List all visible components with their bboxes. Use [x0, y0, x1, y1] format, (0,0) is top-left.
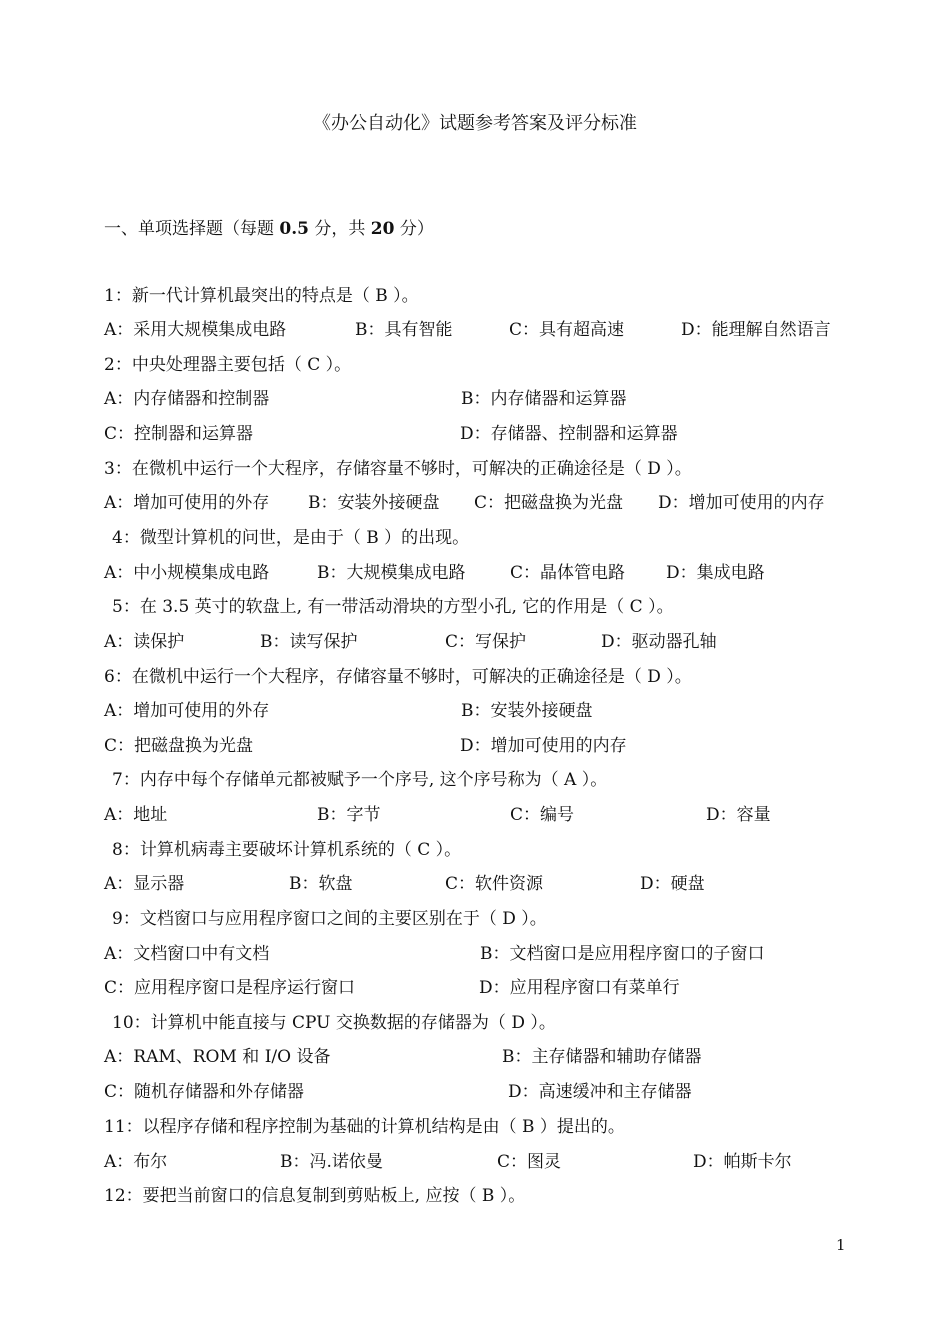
question-4-option-b: B：大规模集成电路 [317, 563, 466, 583]
question-5-option-d: D：驱动器孔轴 [601, 632, 717, 652]
question-7-option-b: B：字节 [317, 805, 381, 825]
question-11-stem: 11：以程序存储和程序控制为基础的计算机结构是由（ B ）提出的。 [104, 1117, 625, 1137]
section-score: 0.5 [279, 219, 309, 239]
question-3-option-a: A：增加可使用的外存 [104, 493, 270, 513]
question-1-stem: 1：新一代计算机最突出的特点是（ B ）。 [104, 286, 419, 306]
question-6-option-d: D：增加可使用的内存 [460, 736, 627, 756]
question-2-options-row-1 [104, 386, 804, 412]
question-4-stem: 4：微型计算机的问世，是由于（ B ）的出现。 [112, 528, 470, 548]
question-1-option-d: D：能理解自然语言 [681, 320, 831, 340]
question-7-options [104, 802, 804, 828]
question-9-option-c: C：应用程序窗口是程序运行窗口 [104, 978, 356, 998]
question-4-option-c: C：晶体管电路 [510, 563, 626, 583]
question-3-option-c: C：把磁盘换为光盘 [474, 493, 624, 513]
section-heading-mid: 分，共 [308, 219, 371, 239]
question-2-option-a: A：内存储器和控制器 [104, 389, 270, 409]
question-8-option-b: B：软盘 [289, 874, 353, 894]
question-10-stem: 10：计算机中能直接与 CPU 交换数据的存储器为（ D ）。 [112, 1013, 556, 1033]
question-1-option-b: B：具有智能 [355, 320, 453, 340]
question-11-option-d: D：帕斯卡尔 [693, 1152, 792, 1172]
question-12-stem: 12：要把当前窗口的信息复制到剪贴板上, 应按（ B ）。 [104, 1186, 526, 1206]
section-heading [104, 214, 434, 239]
section-heading-suffix: 分） [394, 219, 434, 239]
question-11-option-a: A：布尔 [104, 1152, 168, 1172]
question-9-stem: 9：文档窗口与应用程序窗口之间的主要区别在于（ D ）。 [112, 909, 547, 929]
question-3-stem: 3：在微机中运行一个大程序，存储容量不够时，可解决的正确途径是（ D ）。 [104, 459, 692, 479]
question-6-options-row-1 [104, 698, 804, 724]
question-6-options-row-2 [104, 733, 804, 759]
question-9-option-d: D：应用程序窗口有菜单行 [479, 978, 680, 998]
question-8-option-c: C：软件资源 [445, 874, 544, 894]
question-5-stem: 5：在 3.5 英寸的软盘上, 有一带活动滑块的方型小孔, 它的作用是（ C ）。 [112, 597, 674, 617]
question-11-option-b: B：冯.诺依曼 [280, 1152, 383, 1172]
question-3-option-b: B：安装外接硬盘 [308, 493, 440, 513]
question-10-option-c: C：随机存储器和外存储器 [104, 1082, 305, 1102]
question-7-option-c: C：编号 [510, 805, 575, 825]
question-5-options [104, 629, 804, 655]
question-8-option-a: A：显示器 [104, 874, 185, 894]
question-6-stem: 6：在微机中运行一个大程序，存储容量不够时，可解决的正确途径是（ D ）。 [104, 667, 692, 687]
question-1-option-c: C：具有超高速 [509, 320, 625, 340]
question-8-options [104, 871, 804, 897]
question-9-option-b: B：文档窗口是应用程序窗口的子窗口 [480, 944, 765, 964]
question-11-options [104, 1149, 824, 1175]
question-10-option-a: A：RAM、ROM 和 I/O 设备 [104, 1047, 331, 1067]
question-1-options [104, 317, 864, 343]
question-1-option-a: A：采用大规模集成电路 [104, 320, 287, 340]
question-4-options [104, 560, 804, 586]
question-7-option-d: D：容量 [706, 805, 771, 825]
question-2-option-d: D：存储器、控制器和运算器 [460, 424, 678, 444]
question-10-option-b: B：主存储器和辅助存储器 [502, 1047, 702, 1067]
question-11-option-c: C：图灵 [497, 1152, 562, 1172]
question-4-option-a: A：中小规模集成电路 [104, 563, 270, 583]
question-8-option-d: D：硬盘 [640, 874, 705, 894]
question-2-stem: 2：中央处理器主要包括（ C ）。 [104, 355, 352, 375]
question-3-option-d: D：增加可使用的内存 [658, 493, 825, 513]
question-7-option-a: A：地址 [104, 805, 168, 825]
question-5-option-c: C：写保护 [445, 632, 527, 652]
question-6-option-b: B：安装外接硬盘 [461, 701, 593, 721]
question-8-stem: 8：计算机病毒主要破坏计算机系统的（ C ）。 [112, 840, 462, 860]
question-7-stem: 7：内存中每个存储单元都被赋予一个序号, 这个序号称为（ A ）。 [112, 770, 608, 790]
question-5-option-a: A：读保护 [104, 632, 185, 652]
question-2-option-c: C：控制器和运算器 [104, 424, 254, 444]
question-4-option-d: D：集成电路 [666, 563, 765, 583]
question-10-options-row-1 [104, 1044, 824, 1070]
question-9-options-row-2 [104, 975, 824, 1001]
question-2-option-b: B：内存储器和运算器 [461, 389, 627, 409]
question-6-option-a: A：增加可使用的外存 [104, 701, 270, 721]
page-number: 1 [836, 1236, 846, 1254]
question-10-options-row-2 [104, 1079, 824, 1105]
question-9-option-a: A：文档窗口中有文档 [104, 944, 270, 964]
question-6-option-c: C：把磁盘换为光盘 [104, 736, 254, 756]
section-total: 20 [370, 219, 395, 239]
question-9-options-row-1 [104, 941, 824, 967]
question-10-option-d: D：高速缓冲和主存储器 [508, 1082, 692, 1102]
question-5-option-b: B：读写保护 [260, 632, 358, 652]
section-heading-prefix: 一、单项选择题（每题 [104, 219, 280, 239]
question-2-options-row-2 [104, 421, 804, 447]
document-title: 《办公自动化》试题参考答案及评分标准 [313, 113, 637, 134]
question-3-options [104, 490, 864, 516]
